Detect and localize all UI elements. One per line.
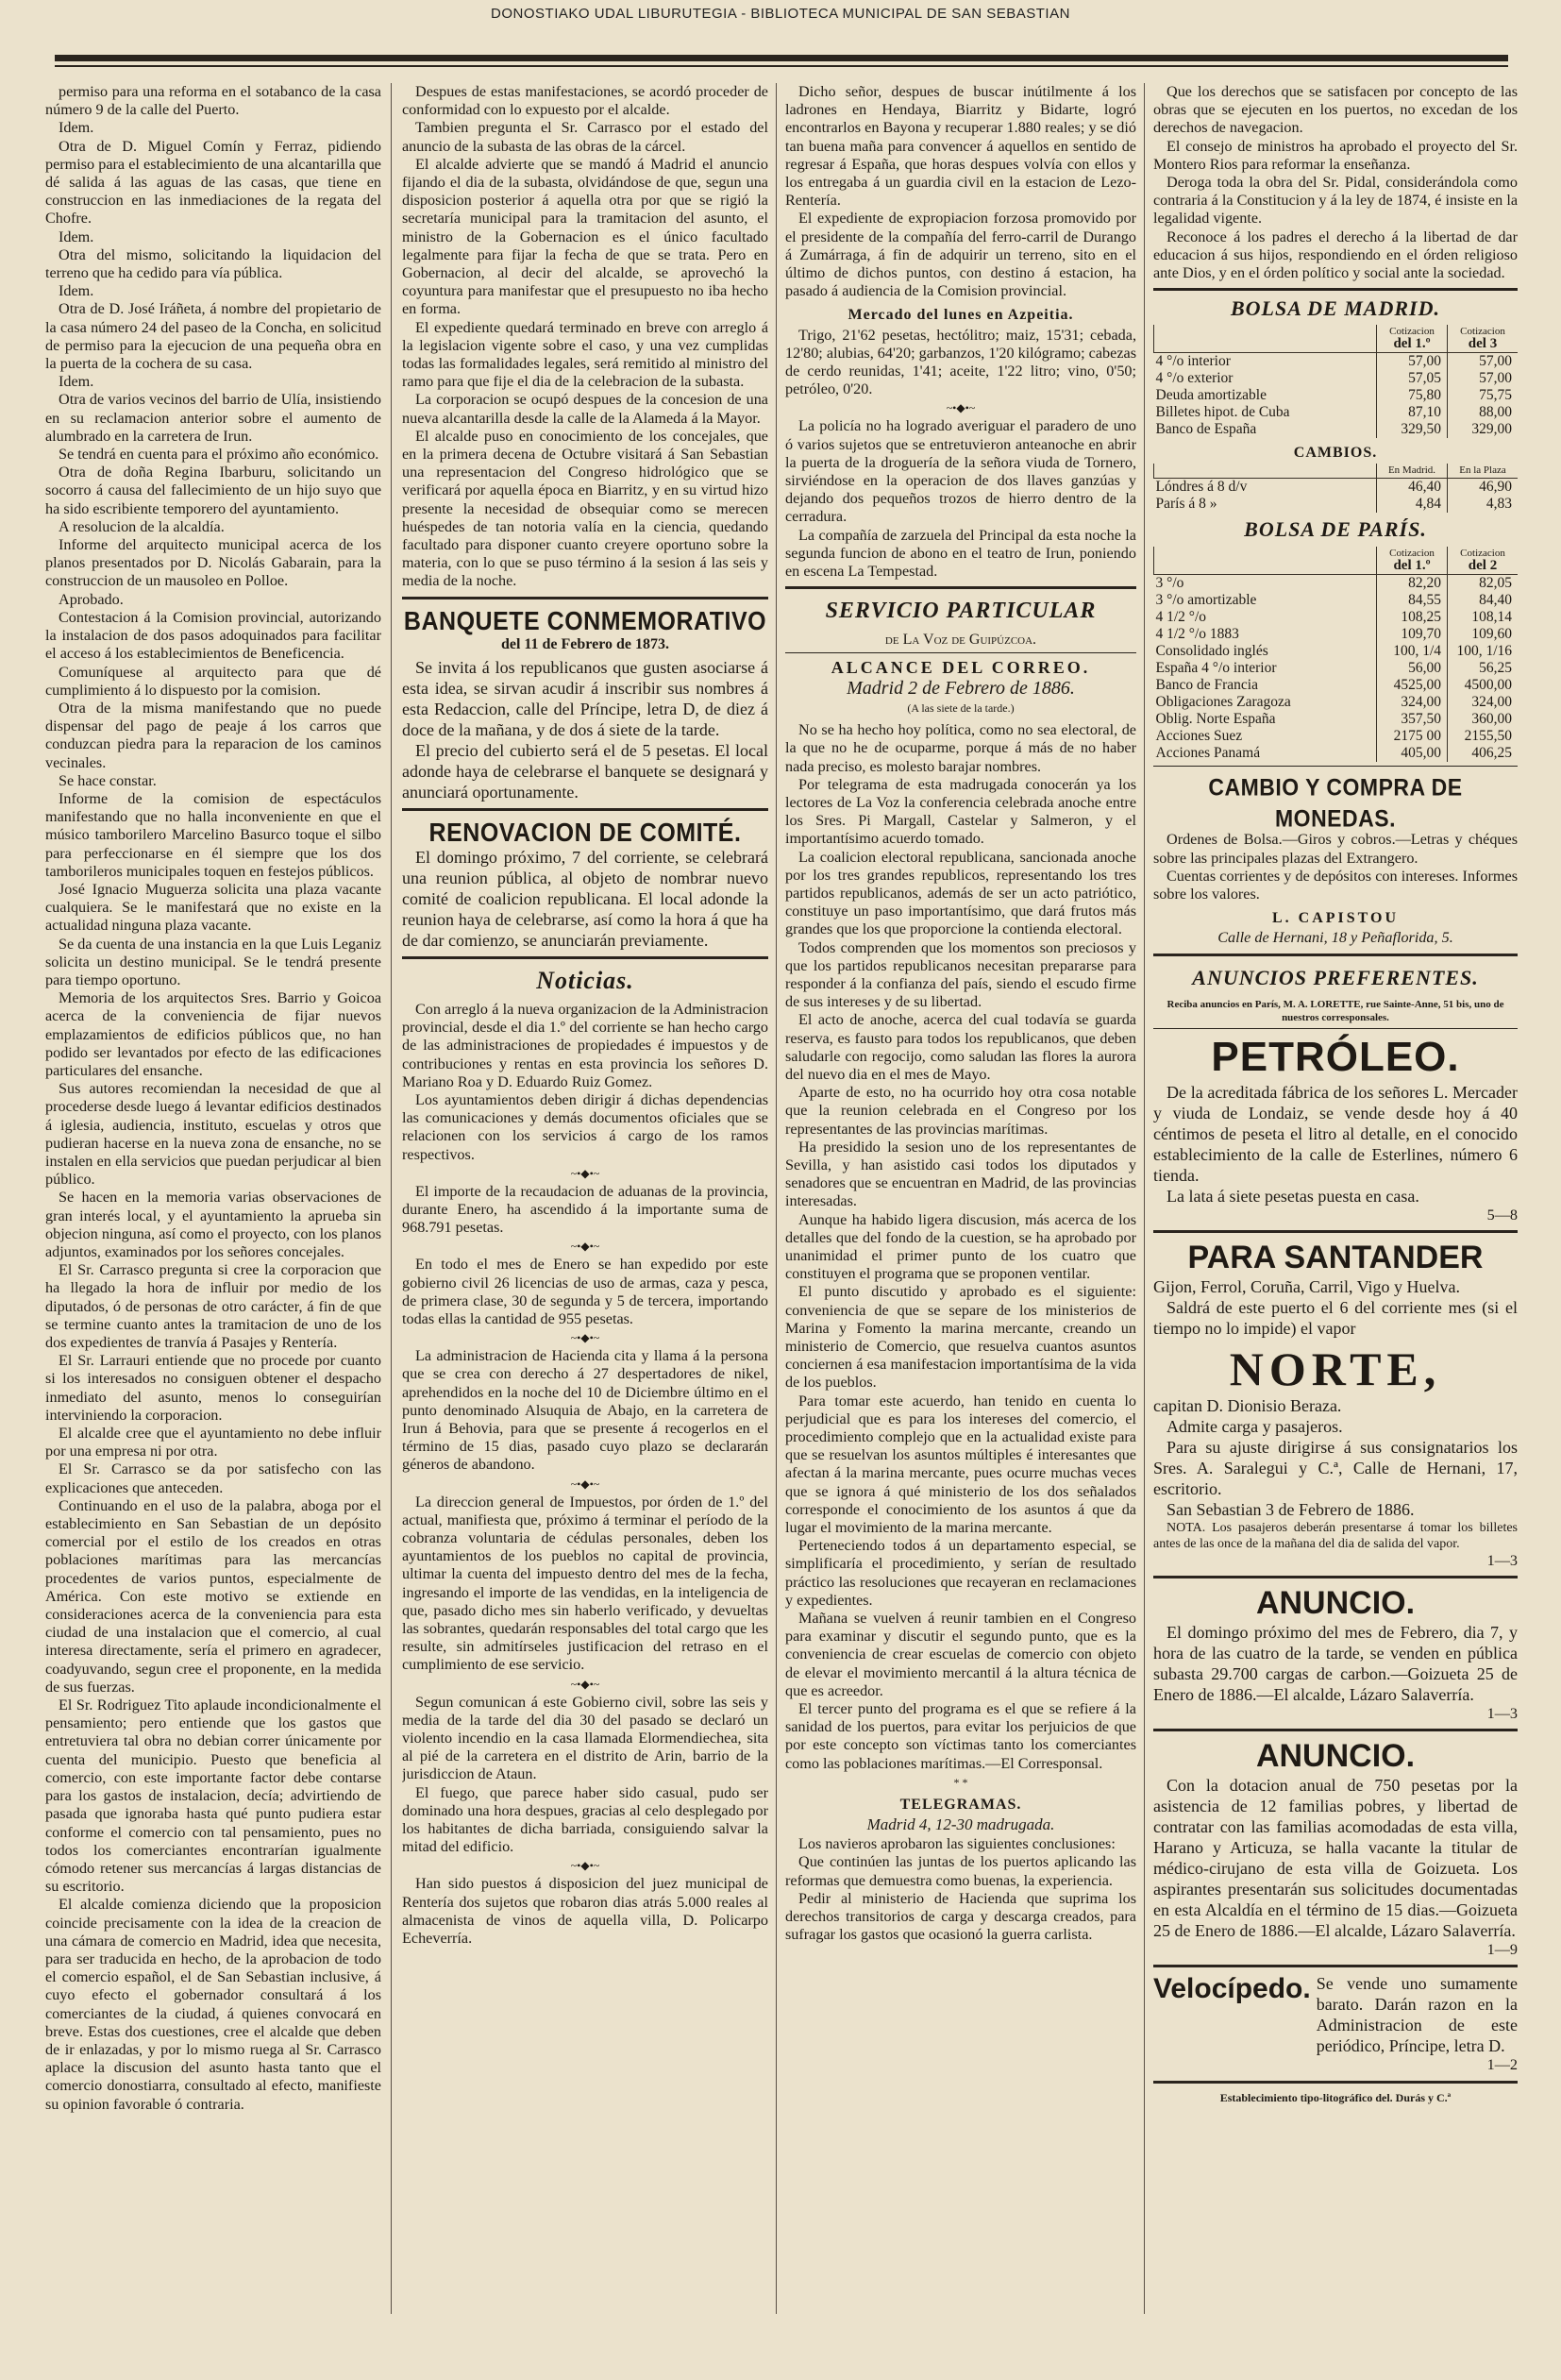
paragraph: La compañía de zarzuela del Principal da esta noche la segunda funcion de abono en el teatro de Irun, poniendo en escena La Tempestad.	[785, 526, 1136, 581]
renovacion-title: RENOVACION DE COMITÉ.	[428, 818, 742, 848]
security-name: Banco de España	[1155, 421, 1257, 438]
ornament: ~•◆•~	[570, 1331, 600, 1345]
table-row	[1154, 592, 1519, 609]
paragraph: Segun comunican á este Gobierno civil, sobre las seis y media de la tarde del dia 30 del pasado se declaró un violento incendio en la casa llamada Elormendiechea, sita al pié de la carretera en el distrito de Arin, barrio de la jurisdiccion de Ataun.	[402, 1693, 768, 1783]
quote-value: 324,00	[1448, 694, 1519, 711]
cambio-monedas-body: Ordenes de Bolsa.—Giros y cobros.—Letras y chéques sobre las principales plazas del Extrangero.	[1153, 831, 1518, 867]
paragraph: Otra de D. José Iráñeta, á nombre del propietario de la casa número 24 del paseo de la Concha, en solicitud de permiso para la ejecucion de una pequeña obra en la puerta de la cochera de su casa.	[45, 300, 381, 373]
noticias-body	[402, 1001, 768, 1948]
petroleo-body2: La lata á siete pesetas puesta en casa.	[1167, 1186, 1419, 1206]
santander-ref: 1—3	[1486, 1551, 1518, 1569]
table-row	[1154, 745, 1519, 762]
paragraph: La policía no ha logrado averiguar el paradero de uno ó varios sujetos que se entretuvieron anteanoche en abrir la puerta de la droguería de la señora viuda de Tornero, sirviéndose en la operacion de dos llaves ganzúas y dejando dos pequeños trozos de hierro dentro de la cerradura.	[785, 417, 1136, 526]
paragraph: El alcalde comienza diciendo que la proposicion coincide precisamente con la idea de la creacion de una cámara de comercio en Madrid, idea que necesita, para ser traducida en hecho, de la aprobacion de todo el comercio español, el de San Sebastian inclusive, á cuyo efecto el gobernador consultará á los comerciantes de la ciudad, á quienes convocará en breve. Estas dos cuestiones, cree el alcalde que deben de ir enlazadas, y por lo mismo ruega al Sr. Carrasco aplace la discusion del asunto hasta tanto que el comercio donostiarra, consultado al efecto, manifieste su opinion favorable ó contraria.	[45, 1896, 381, 2113]
paragraph: Idem.	[59, 282, 94, 300]
quote-value: 56,00	[1377, 660, 1448, 677]
table-row	[1154, 421, 1519, 438]
table-row	[1154, 575, 1519, 593]
section-rule	[1153, 288, 1518, 291]
paragraph: Con arreglo á la nueva organizacion de la Administracion provincial, desde el dia 1.º del corriente se han hecho cargo de las administraciones de propiedades é impuestos y de contribuciones y rentas en esta provincia los señores D. Mariano Roa y D. Eduardo Ruiz Gomez.	[402, 1000, 768, 1090]
anuncio2-ref: 1—9	[1486, 1941, 1518, 1959]
paragraph: El importe de la recaudacion de aduanas de la provincia, durante Enero, ha ascendido á la importante suma de 968.791 pesetas.	[402, 1182, 768, 1237]
paragraph: Idem.	[59, 228, 94, 245]
cambio-monedas-title: CAMBIO Y COMPRA DE MONEDAS.	[1208, 773, 1463, 833]
col-header: Cotizacion	[1460, 326, 1505, 338]
top-rule	[55, 55, 1508, 61]
paragraph: Otra de D. Miguel Comín y Ferraz, pidiendo permiso para el establecimiento de una alcantarilla que dé salida á las aguas de las casas, que tiene en construccion en las inmediaciones de la regata del Chofre.	[45, 137, 381, 228]
cambios-table	[1153, 464, 1518, 513]
petroleo-title: PETRÓLEO.	[1211, 1033, 1460, 1080]
paragraph: Comuníquese al arquitecto para que dé cumplimiento á lo dispuesto por la comision.	[45, 663, 381, 699]
quote-value: 82,05	[1448, 575, 1519, 593]
paragraph: La direccion general de Impuestos, por órden de 1.º del actual, manifiesta que, próximo á terminar el período de la cobranza voluntaria de cédulas personales, deben los ayuntamientos de los pueblos no capital de provincia, ultimar la cuenta del impuesto dentro del mes de la fecha, ingresando el importe de las vendidas, en la inteligencia de que, pasado dicho mes sin haberlo verificado, y devueltas las sobrantes, quedarán responsables del total cargo que les resulte, sin admitírseles justificacion del retraso en el cumplimiento de ese servicio.	[402, 1493, 768, 1674]
table-row	[1154, 479, 1519, 497]
table-row	[1154, 609, 1519, 626]
security-name: 3 °/o	[1155, 575, 1184, 592]
paragraph: El expediente de expropiacion forzosa promovido por el presidente de la compañía del ferro-carril de Durango á Zumárraga, á fin de adquirir un terreno, sito en el último de dichos puntos, con destino á estacion, ha pasado á audiencia de la Comision provincial.	[785, 210, 1136, 300]
quote-value: 56,25	[1448, 660, 1519, 677]
paragraph: Que continúen las juntas de los puertos aplicando las reformas que demuestra como buenas, la experiencia.	[785, 1853, 1136, 1889]
anuncio1-title: ANUNCIO.	[1255, 1585, 1416, 1622]
security-name: España 4 °/o interior	[1155, 660, 1277, 677]
section-rule	[1153, 1965, 1518, 1967]
quote-value: 4,83	[1448, 496, 1519, 513]
paragraph: Dicho señor, despues de buscar inútilmente á los ladrones en Hendaya, Biarritz y Bidarte, logró encontrarlos en Bayona y recuperar 1.880 reales; y se dió tan buena maña para convencer á aquellos en sentido de regresar á España, que horas despues volvía con ellos y los entregaba á un guardia civil en la estacion de Lezo-Rentería.	[785, 83, 1136, 210]
anuncios-pref-body: Reciba anuncios en París, M. A. LORETTE, rue Sainte-Anne, 51 bis, uno de nuestros corresponsales.	[1167, 998, 1504, 1023]
banquete-title: BANQUETE CONMEMORATIVO	[403, 606, 767, 636]
paragraph: El alcalde advierte que se mandó á Madrid el anuncio fijando el dia de la subasta, olvidándose de que, segun una disposicion posterior á aquella otra por que se rigió la secretaría municipal para la tramitacion del asunto, el ministro de la Gobernacion es el único facultado legalmente para fijar la fecha de que se trata. Pero en Gobernacion, al decir del alcalde, se aprovechó la coyuntura para manifestar que el presupuesto no iba hecho en forma.	[402, 155, 768, 318]
paragraph: Idem.	[59, 119, 94, 137]
col-header: del 2	[1468, 558, 1498, 574]
printer-footer: Establecimiento tipo-litográfico del. Durás y C.ª	[1219, 2090, 1452, 2104]
capistou-address: Calle de Hernani, 18 y Peñaflorida, 5.	[1217, 929, 1453, 947]
security-name: Lóndres á 8 d/v	[1155, 479, 1248, 496]
security-name: Acciones Suez	[1155, 728, 1243, 745]
noticias-title: Noticias.	[536, 966, 634, 994]
banquete-subtitle: del 11 de Febrero de 1873.	[500, 635, 670, 652]
quote-value: 405,00	[1377, 745, 1448, 762]
paragraph: El Sr. Carrasco se da por satisfecho con las explicaciones que anteceden.	[45, 1460, 381, 1496]
paragraph: Continuando en el uso de la palabra, aboga por el establecimiento en San Sebastian de un depósito comercial por el estilo de los creados en otras poblaciones marítimas para las mercancías procedentes de varios puntos, especialmente de América. Con este motivo se extiende en consideraciones acerca de la conveniencia para esta ciudad de una instalacion que el comercio, al cual interesa directamente, sería el primero en agradecer, coadyuvando, segun cree el proponente, en la medida de sus fuerzas.	[45, 1496, 381, 1696]
paragraph: Informe de la comision de espectáculos manifestando que no halla inconveniente en que el músico tamborilero Marcelino Basurco toque el silbo para perfeccionarse en él siempre que los dos tamborileros municipales toquen en festejos públicos.	[45, 789, 381, 880]
paragraph: Aparte de esto, no ha ocurrido hoy otra cosa notable que la reunion celebrada en el Congreso por los representantes de las provincias marítimas.	[785, 1084, 1136, 1138]
section-rule	[402, 808, 768, 811]
bolsa-madrid-table	[1153, 325, 1518, 438]
anuncio2-body: Con la dotacion anual de 750 pesetas por la asistencia de 12 familias pobres, y libertad de contratar con las familias acomodadas de esta villa, Harano y Articuza, se halla vacante la titular de médico-cirujano de esta villa de Goizueta. Los aspirantes presentarán sus solicitudes documentadas en esta Alcaldía en el término de 15 dias.—Goizueta 25 de Enero de 1886.—El alcalde, Lázaro Salaverría.	[1153, 1776, 1518, 1941]
table-row	[1154, 387, 1519, 404]
table-row	[1154, 496, 1519, 513]
petroleo-ref: 5—8	[1486, 1206, 1518, 1224]
cambios-title: CAMBIOS.	[1293, 445, 1378, 462]
paragraph: La coalicion electoral republicana, sancionada anoche por los tres grandes republicos, representando los tres partidos republicanos, además de ser un acto patriótico, constituye un paso importantísimo, que dará frutos más grandes que los que proporcione la contienda electoral.	[785, 848, 1136, 938]
paragraph: Ha presidido la sesion uno de los representantes de Sevilla, y han asistido casi todos los diputados y senadores que se encuentran en Madrid, de las provincias interesadas.	[785, 1138, 1136, 1210]
quote-value: 75,80	[1377, 387, 1448, 404]
paragraph: El Sr. Carrasco pregunta si cree la corporacion que ha llegado la hora de influir por medio de los diputados, ó de personas de otro carácter, á fin de que se termine cuanto antes la tramitacion de uno de los dos expedientes de tranvía á Pasajes y Rentería.	[45, 1261, 381, 1352]
telegramas-body	[785, 1835, 1136, 1944]
table-row	[1154, 404, 1519, 421]
col-header: Cotizacion	[1389, 548, 1435, 560]
renovacion-body: El domingo próximo, 7 del corriente, se celebrará una reunion pública, al objeto de nombrar nuevo comité de coalicion republicana. El local adonde la reunion haya de celebrarse, así como la hora á que ha de dar comienzo, se anunciarán previamente.	[402, 847, 768, 950]
paragraph: Los ayuntamientos deben dirigir á dichas dependencias las comunicaciones y demás documentos oficiales que se relacionen con los servicios á cargo de los ramos respectivos.	[402, 1090, 768, 1163]
mercado-body: Trigo, 21'62 pesetas, hectólitro; maiz, 15'31; cebada, 12'80; alubias, 64'20; garbanzos, 1'20 kilógramo; cabezas de cerdo reunidas, 1'41; aceite, 1'22 litro; vino, 0'50; petróleo, 0'20.	[785, 326, 1136, 398]
paragraph: Deroga toda la obra del Sr. Pidal, considerándola como contraria á la Constitucion y á la ley de 1874, é insiste en la legalidad vigente.	[1153, 174, 1518, 228]
velocipedo-ref: 1—2	[1486, 2056, 1518, 2074]
corresponsal-date: Madrid 2 de Febrero de 1886.	[847, 677, 1075, 699]
local-news	[785, 417, 1136, 581]
paragraph: El Sr. Rodriguez Tito aplaude incondicionalmente el pensamiento; pero entiende que los gastos que entretuviera tal obra no debian correr únicamente por cuenta del municipio. Puesto que beneficia al comercio, con este importante factor debe contarse para los gastos de instalacion, decía; advirtiendo de pasada que ignoraba hasta qué punto pudiera estar conforme el comercio con tal pensamiento, pues no todos los comerciantes encontrarían igualmente cómodo retener sus mercancías á largas distancias de su escritorio.	[45, 1696, 381, 1896]
paragraph: Para tomar este acuerdo, han tenido en cuenta lo perjudicial que es para los intereses del comercio, el procedimiento complejo que en la actualidad existe para que se resuelvan los asuntos múltiples é interesantes que afectan á la marina mercante, pues ocurre muchas veces que se ignora á qué ministerio de los dos señalados corresponde el conocimiento de los asuntos á que da lugar el movimiento de la marina mercante.	[785, 1392, 1136, 1537]
ornament: * *	[953, 1775, 968, 1789]
security-name: 4 1/2 °/o 1883	[1155, 626, 1239, 643]
column-divider	[391, 83, 392, 2314]
quote-value: 57,00	[1377, 353, 1448, 371]
telegramas-title: TELEGRAMAS.	[899, 1796, 1022, 1813]
telegramas-date: Madrid 4, 12-30 madrugada.	[866, 1815, 1055, 1834]
paragraph: Los navieros aprobaron las siguientes conclusiones:	[798, 1835, 1116, 1853]
paragraph: Por telegrama de esta madrugada conocerán ya los lectores de La Voz la conferencia celebrada anoche entre los Sres. Pi Margall, Castelar y Salmeron, y el importantísimo acuerdo tomado.	[785, 775, 1136, 848]
security-name: Oblig. Norte España	[1155, 711, 1276, 728]
security-name: 4 1/2 °/o	[1155, 609, 1207, 626]
section-rule	[1153, 1230, 1518, 1233]
ship-name: NORTE,	[1229, 1342, 1442, 1395]
ship-captain: capitan D. Dionisio Beraza.	[1153, 1395, 1342, 1415]
anuncio2-title: ANUNCIO.	[1255, 1738, 1416, 1775]
quote-value: 357,50	[1377, 711, 1448, 728]
ornament: ~•◆•~	[570, 1859, 600, 1873]
paragraph: Se da cuenta de una instancia en la que Luis Leganiz solicita un destino municipal. Se le tendrá presente para tiempo oportuno.	[45, 935, 381, 988]
col-header: del 1.º	[1393, 558, 1431, 574]
section-rule	[1153, 2081, 1518, 2084]
col-header: Cotizacion	[1460, 548, 1505, 560]
top-rule-thin	[55, 65, 1508, 67]
paragraph: Memoria de los arquitectos Sres. Barrio y Goicoa acerca de la conveniencia de fijar nuevos emplazamientos de edificios públicos que, no han podido ser levantados por efecto de las edificaciones particulares del ensanche.	[45, 989, 381, 1079]
quote-value: 329,00	[1448, 421, 1519, 438]
security-name: París á 8 »	[1155, 496, 1217, 513]
table-row	[1154, 643, 1519, 660]
security-name: Consolidado inglés	[1155, 643, 1268, 660]
quote-value: 329,50	[1377, 421, 1448, 438]
section-rule	[1153, 1028, 1518, 1029]
paragraph: El tercer punto del programa es el que se refiere á la sanidad de los puertos, para evitar los perjuicios de que por este concepto son víctimas tanto los comerciantes como las poblaciones marítimas.—El Corresponsal.	[785, 1700, 1136, 1772]
paragraph: Aprobado.	[59, 590, 124, 608]
quote-value: 75,75	[1448, 387, 1519, 404]
paragraph: El consejo de ministros ha aprobado el proyecto del Sr. Montero Rios para reformar la enseñanza.	[1153, 137, 1518, 173]
paragraph: El precio del cubierto será el de 5 pesetas. El local adonde haya de celebrarse el banquete se designará y anunciará oportunamente.	[402, 740, 768, 802]
petroleo-body: De la acreditada fábrica de los señores L. Mercader y viuda de Londaiz, se vende desde hoy á 40 céntimos de peseta el litro al detalle, en el conocido establecimiento de la calle de Esterlines, número 6 tienda.	[1153, 1082, 1518, 1185]
paragraph: La administracion de Hacienda cita y llama á la persona que se crea con derecho á 27 despertadores de nikel, aprehendidos en la noche del 10 de Diciembre último en el punto denominado Alsuquia de Abajo, en la carretera de Irun á Behovia, para que se presente á recogerlos en el término de 15 dias, pasado cuyo plazo se declararán géneros de abandono.	[402, 1347, 768, 1474]
column-divider	[1144, 83, 1145, 2314]
quote-value: 108,25	[1377, 609, 1448, 626]
session-continuation	[402, 83, 768, 591]
capistou-name: L. CAPISTOU	[1271, 910, 1400, 927]
column-1	[45, 83, 381, 2342]
security-name: Billetes hipot. de Cuba	[1155, 404, 1290, 421]
paragraph: Sus autores recomiendan la necesidad de que al procederse desde luego á levantar edificios destinados á iglesia, audiencia, instituto, escuelas y otros que pudieran hacerse en la nueva zona de ensanche, no se instalen en ella servicios que puedan perjudicar al bien público.	[45, 1080, 381, 1189]
security-name: Obligaciones Zaragoza	[1155, 694, 1291, 711]
quote-value: 84,55	[1377, 592, 1448, 609]
section-rule	[402, 956, 768, 959]
col-header: del 1.º	[1393, 336, 1431, 352]
security-name: 3 °/o amortizable	[1155, 592, 1257, 609]
paragraph: A resolucion de la alcaldía.	[59, 517, 225, 535]
paragraph: Se hacen en la memoria varias observaciones de gran interés local, y el ayuntamiento la aprueba sin objecion ninguna, así como el proyecto, con los planos adjuntos, examinados por los señores concejales.	[45, 1189, 381, 1260]
paragraph: Mañana se vuelven á reunir tambien en el Congreso para examinar y discutir el segundo punto, que es la conveniencia de crear escuelas de comercio con objeto de elevar el movimiento mercantil á la altura técnica de que es acreedor.	[785, 1610, 1136, 1699]
section-rule	[1153, 954, 1518, 956]
bolsa-paris-title: BOLSA DE PARÍS.	[1244, 517, 1427, 542]
ornament: ~•◆•~	[570, 1677, 600, 1691]
quote-value: 82,20	[1377, 575, 1448, 593]
ship-nota: NOTA. Los pasajeros deberán presentarse á tomar los billetes antes de las once de la mañana del dia de salida del vapor.	[1153, 1520, 1518, 1551]
quote-value: 88,00	[1448, 404, 1519, 421]
quote-value: 46,40	[1377, 479, 1448, 497]
paragraph: Otra del mismo, solicitando la liquidacion del terreno que ha cedido para vía pública.	[45, 245, 381, 282]
paragraph: Informe del arquitecto municipal acerca de los planos presentados por D. Nicolás Gabarain, para la construccion de un mausoleo en Polloe.	[45, 536, 381, 590]
security-name: Acciones Panamá	[1155, 745, 1261, 762]
quote-value: 4525,00	[1377, 677, 1448, 694]
alcance-title: ALCANCE DEL CORREO.	[831, 658, 1091, 678]
anuncio1-ref: 1—3	[1486, 1705, 1518, 1723]
paragraph: Que los derechos que se satisfacen por concepto de las obras que se ejecuten en los puertos, no excedan de los derechos de navegacion.	[1153, 83, 1518, 137]
col-header: del 3	[1468, 336, 1498, 352]
quote-value: 100, 1/16	[1448, 643, 1519, 660]
quote-value: 2155,50	[1448, 728, 1519, 745]
paragraph: El punto discutido y aprobado es el siguiente: conveniencia de que se separe de los ministerios de Marina y Fomento la marina mercante, creando un ministerio de Comercio, que resuelva cuantos asuntos conciernen á esa manifestacion importantísima de la vida de los pueblos.	[785, 1283, 1136, 1392]
section-rule	[402, 597, 768, 599]
table-row	[1154, 660, 1519, 677]
mercado-title: Mercado del lunes en Azpeitia.	[848, 307, 1074, 324]
paragraph: Pedir al ministerio de Hacienda que suprima los derechos transitorios de carga y descarga creados, para sufragar los gastos que ocasionó la guerra carlista.	[785, 1889, 1136, 1944]
column-divider	[776, 83, 777, 2314]
paragraph: El alcalde cree que el ayuntamiento no debe influir por una empresa ni por otra.	[45, 1425, 381, 1460]
velocipedo-ad	[1153, 1973, 1518, 2056]
velocipedo-word: Velocípedo.	[1153, 1973, 1311, 2005]
ornament: ~•◆•~	[570, 1166, 600, 1180]
anuncios-pref-title: ANUNCIOS PREFERENTES.	[1192, 965, 1479, 989]
corresponsal-time: (A las siete de la tarde.)	[907, 700, 1015, 715]
servicio-body	[785, 721, 1136, 1773]
paragraph: Aunque ha habido ligera discusion, más acerca de los detalles que del fondo de la cuestion, se ha aprobado por unanimidad el primer punto de los cuatro que constituyen el programa que se proponen ventilar.	[785, 1210, 1136, 1283]
section-rule	[1153, 766, 1518, 767]
police-news	[785, 83, 1136, 300]
paragraph: El alcalde puso en conocimiento de los concejales, que en la primera decena de Octubre visitará á San Sebastian una representacion del Congreso hidrológico que se verificará por aquella época en Biarritz, y en su virtud hizo presente la necesidad de obsequiar como se merecen huéspedes de tan notoria valía en la ciencia, quedando facultado para disponer cuanto creyere oportuno sobre la materia, con lo que se puso término á la sesion á las seis y media de la noche.	[402, 427, 768, 590]
paragraph: Despues de estas manifestaciones, se acordó proceder de conformidad con lo expuesto por el alcalde.	[402, 83, 768, 119]
quote-value: 109,70	[1377, 626, 1448, 643]
col-header: En Madrid.	[1377, 464, 1448, 479]
table-row	[1154, 694, 1519, 711]
quote-value: 57,00	[1448, 370, 1519, 387]
paragraph: El Sr. Larrauri entiende que no procede por cuanto si los interesados no consiguen obtener el despacho inmediato del asunto, menos lo conseguirían interviniendo la corporacion.	[45, 1352, 381, 1424]
security-name: 4 °/o exterior	[1155, 370, 1234, 387]
velocipedo-body: Se vende uno sumamente barato. Darán razon en la Administracion de este periódico, Príncipe, letra D.	[1316, 1974, 1518, 2056]
servicio-subtitle: de La Voz de Guipúzcoa.	[884, 632, 1037, 649]
paragraph: Se hace constar.	[59, 771, 157, 789]
paragraph: Tambien pregunta el Sr. Carrasco por el estado del anuncio de la subasta de las obras de la cárcel.	[402, 119, 768, 155]
section-rule	[1153, 1729, 1518, 1731]
banquete-body	[402, 657, 768, 802]
quote-value: 108,14	[1448, 609, 1519, 626]
quote-value: 87,10	[1377, 404, 1448, 421]
quote-value: 360,00	[1448, 711, 1519, 728]
section-rule	[785, 586, 1136, 589]
paragraph: José Ignacio Muguerza solicita una plaza vacante cualquiera. Se le manifestará que no existe en la actualidad ninguna plaza vacante.	[45, 880, 381, 935]
security-name: Banco de Francia	[1155, 677, 1258, 694]
paragraph: Idem.	[59, 373, 94, 391]
paragraph: Reconoce á los padres el derecho á la libertad de dar educacion á sus hijos, respondiendo en el órden religioso ante Dios, y en el órden político y social ante la sociedad.	[1153, 228, 1518, 282]
santander-departure: Saldrá de este puerto el 6 del corriente mes (si el tiempo no lo impide) el vapor	[1153, 1297, 1518, 1338]
section-rule	[1153, 1576, 1518, 1578]
santander-ports: Gijon, Ferrol, Coruña, Carril, Vigo y Huelva.	[1153, 1276, 1461, 1296]
paragraph: Perteneciendo todos á un departamento especial, se simplificaría el procedimiento, y serían de resultado práctico las resoluciones que recayeran en reclamaciones y expedientes.	[785, 1537, 1136, 1609]
ship-info: Para su ajuste dirigirse á sus consignatarios los Sres. A. Saralegui y C.ª, Calle de Hernani, 17, escritorio.	[1153, 1437, 1518, 1498]
column-4	[1153, 83, 1518, 2342]
paragraph: En todo el mes de Enero se han expedido por este gobierno civil 26 licencias de uso de armas, caza y pesca, de primera clase, 30 de segunda y 5 de tercera, importando todas ellas la cantidad de 955 pesetas.	[402, 1256, 768, 1327]
col-header: En la Plaza	[1448, 464, 1519, 479]
quote-value: 4500,00	[1448, 677, 1519, 694]
table-row	[1154, 370, 1519, 387]
santander-title: PARA SANTANDER	[1187, 1239, 1484, 1275]
bolsa-madrid-title: BOLSA DE MADRID.	[1230, 296, 1440, 321]
table-row	[1154, 353, 1519, 371]
quote-value: 46,90	[1448, 479, 1519, 497]
quote-value: 406,25	[1448, 745, 1519, 762]
quote-value: 57,00	[1448, 353, 1519, 371]
table-row	[1154, 626, 1519, 643]
quote-value: 109,60	[1448, 626, 1519, 643]
paragraph: No se ha hecho hoy política, como no sea electoral, de la que no he de ocuparme, porque á más de no haber nada preciso, es molesto barajar nombres.	[785, 721, 1136, 775]
table-row	[1154, 677, 1519, 694]
col-header: Cotizacion	[1389, 326, 1435, 338]
paragraph: permiso para una reforma en el sotabanco de la casa número 9 de la calle del Puerto.	[45, 83, 381, 119]
cambio-monedas-body2: Cuentas corrientes y de depósitos con intereses. Informes sobre los valores.	[1153, 867, 1518, 903]
quote-value: 84,40	[1448, 592, 1519, 609]
ornament: ~•◆•~	[570, 1477, 600, 1491]
security-name: 4 °/o interior	[1155, 353, 1231, 370]
security-name: Deuda amortizable	[1155, 387, 1267, 404]
telegramas-continuation	[1153, 83, 1518, 282]
servicio-title: SERVICIO PARTICULAR	[825, 599, 1097, 624]
table-row	[1154, 728, 1519, 745]
paragraph: Han sido puestos á disposicion del juez municipal de Rentería dos sujetos que robaron dias atrás 5.000 reales al almacenista de vinos de aquella villa, D. Policarpo Echeverría.	[402, 1875, 768, 1948]
paragraph: Otra de varios vecinos del barrio de Ulía, insistiendo en su reclamacion anterior sobre el aumento de alumbrado en la carretera de Irun.	[45, 391, 381, 445]
quote-value: 57,05	[1377, 370, 1448, 387]
paragraph: El fuego, que parece haber sido casual, pudo ser dominado una hora despues, gracias al celo desplegado por los habitantes de dicha barriada, consiguiendo salvar la mitad del edificio.	[402, 1783, 768, 1856]
paragraph: Se invita á los republicanos que gusten asociarse á esta idea, se sirvan acudir á inscribir sus nombres á esta Redaccion, calle del Príncipe, letra D, de diez á doce de la mañana, y de dos á siete de la tarde.	[402, 657, 768, 739]
quote-value: 324,00	[1377, 694, 1448, 711]
quote-value: 100, 1/4	[1377, 643, 1448, 660]
column-3	[785, 83, 1136, 2342]
section-rule	[785, 652, 1136, 653]
paragraph: Se tendrá en cuenta para el próximo año económico.	[59, 446, 379, 464]
paragraph: Contestacion á la Comision provincial, autorizando la instalacion de dos pasos adoquinados para facilitar el acceso á los establecimientos de Beneficencia.	[45, 608, 381, 663]
bolsa-paris-table	[1153, 547, 1518, 762]
paragraph: El acto de anoche, acerca del cual todavía se guarda reserva, es fausto para todos los republicanos, que deben saludarle con regocijo, como saludan las flores la aurora del nuevo dia en el mes de Mayo.	[785, 1011, 1136, 1083]
quote-value: 2175 00	[1377, 728, 1448, 745]
table-row	[1154, 711, 1519, 728]
paragraph: Otra de doña Regina Ibarburu, solicitando un socorro á causa del fallecimiento de un hijo suyo que ha sido escribiente temporero del ayuntamiento.	[45, 464, 381, 517]
paragraph: El expediente quedará terminado en breve con arreglo á la legislacion vigente sobre el caso, y una vez cumplidas todas las formalidades legales, será remitido al ministro del ramo para que fije el dia de la celebracion de la subasta.	[402, 318, 768, 391]
paragraph: Todos comprenden que los momentos son preciosos y que los partidos republicanos necesitan prepararse para responder á la confianza del país, siendo el escudo firme de sus intereses y de su libertad.	[785, 938, 1136, 1011]
ornament: ~•◆•~	[570, 1240, 600, 1254]
column-2	[402, 83, 768, 2342]
anuncio1-body: El domingo próximo del mes de Febrero, dia 7, y hora de las cuatro de la tarde, se venden en pública subasta 29.700 cargas de carbon.—Goizueta 25 de Enero de 1886.—El alcalde, Lázaro Salaverría.	[1153, 1623, 1518, 1705]
ship-cargo: Admite carga y pasajeros.	[1167, 1416, 1343, 1436]
quote-value: 4,84	[1377, 496, 1448, 513]
ship-date: San Sebastian 3 de Febrero de 1886.	[1167, 1499, 1415, 1519]
paragraph: La corporacion se ocupó despues de la concesion de una nueva alcantarilla desde la calle de la Alameda á la Mayor.	[402, 391, 768, 427]
paragraph: Otra de la misma manifestando que no puede dispensar del pago de peaje á los carros que conduzcan piedra para la reparacion de los caminos vecinales.	[45, 699, 381, 771]
library-header: DONOSTIAKO UDAL LIBURUTEGIA - BIBLIOTECA MUNICIPAL DE SAN SEBASTIAN	[491, 6, 1070, 22]
ornament: ~•◆•~	[946, 401, 976, 415]
